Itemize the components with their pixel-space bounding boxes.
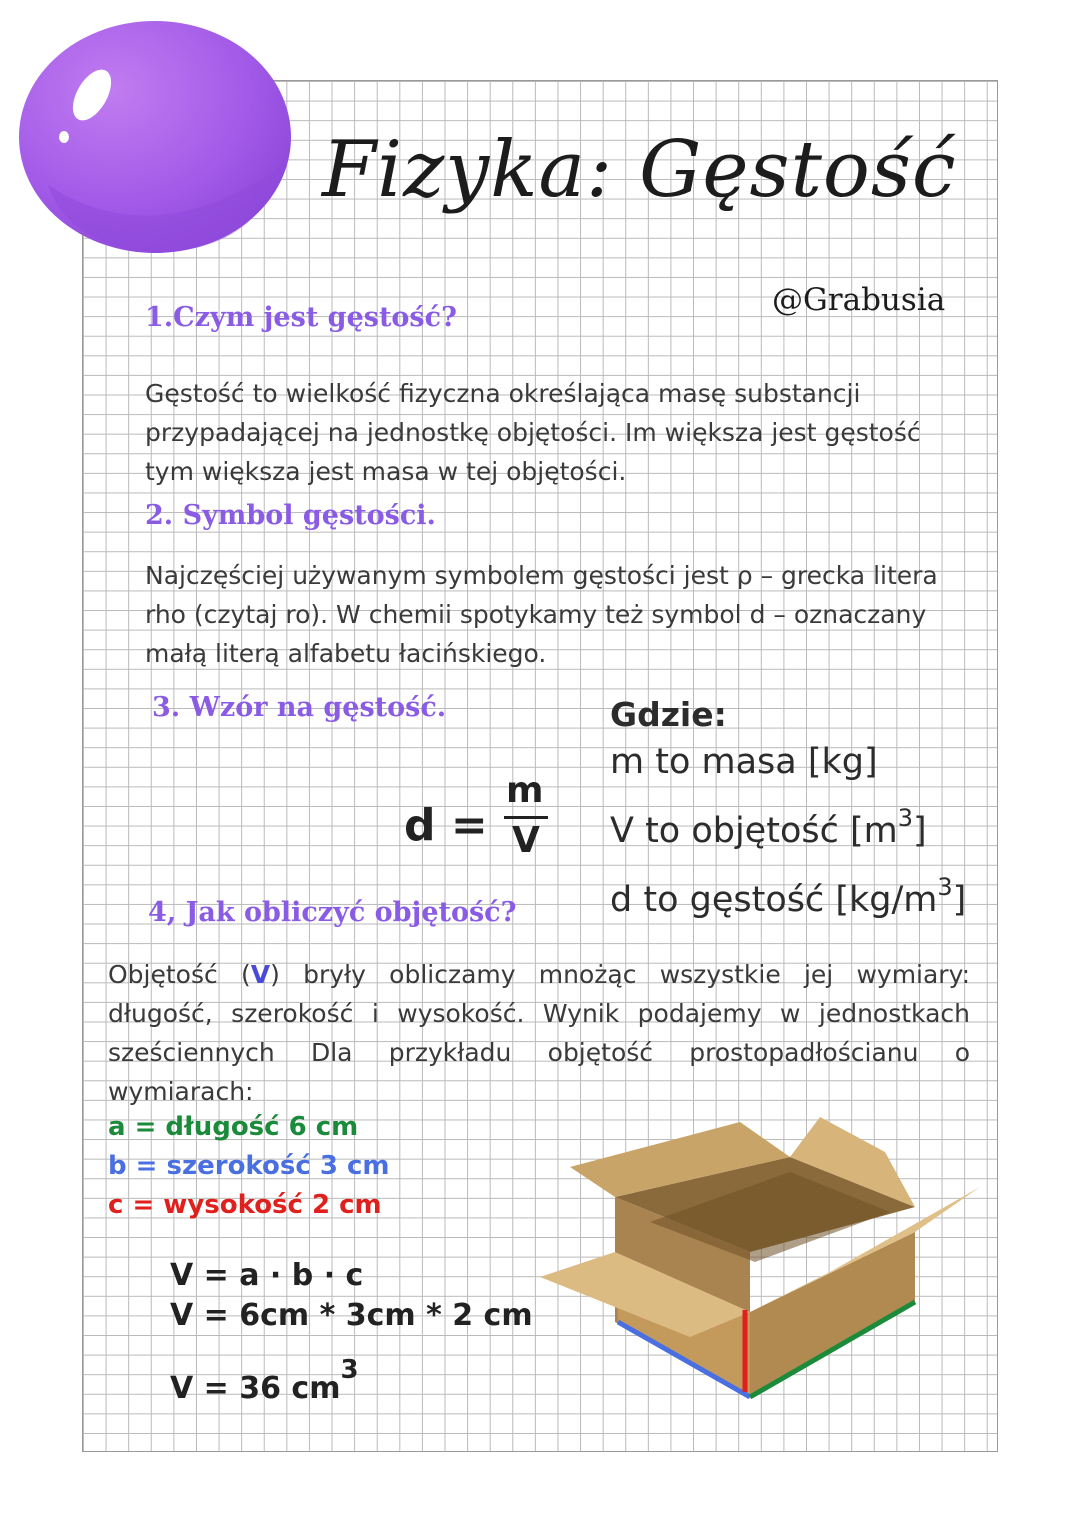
section2-text	[145, 556, 938, 673]
calc-line-result: V = 36 $cm^3$	[170, 1355, 359, 1406]
section4-text: Objętość (V) bryły obliczamy mnożąc wszystkie jej wymiary: długość, szerokość i wysokość. Wynik podajemy w jednostkach sześciennych Dla przykładu objętość prostopadłościanu o wymiarach:	[108, 960, 970, 1106]
section-heading-what-is-density: 1.Czym jest gęstość?	[145, 302, 457, 333]
calc-line-formula: V = a · b · c	[170, 1258, 364, 1293]
dimension-b: b = szerokość 3 cm	[108, 1151, 390, 1181]
fraction-bar	[504, 816, 548, 819]
formula-numerator: m	[506, 770, 544, 811]
formula-legend	[610, 695, 966, 928]
dimension-c: c = wysokość 2 cm	[108, 1190, 382, 1220]
section1-text	[145, 374, 921, 491]
author-handle: @Grabusia	[772, 282, 946, 318]
section-heading-density-formula: 3. Wzór na gęstość.	[152, 692, 447, 723]
legend-item-volume: V to objętość $[m^3]$	[610, 804, 927, 851]
legend-item-density: d to gęstość $[kg/m^3]$	[610, 873, 967, 920]
text-line: Najczęściej używanym symbolem gęstości jest ρ – grecka litera	[145, 561, 938, 590]
legend-label: Gdzie:	[610, 695, 727, 734]
text-line: tym większa jest masa w tej objętości.	[145, 457, 627, 486]
volume-symbol: V	[250, 960, 271, 989]
calc-line-substitution: V = 6cm * 3cm * 2 cm	[170, 1298, 533, 1333]
purple-sphere-decoration	[18, 15, 292, 255]
legend-item-mass: m to masa [kg]	[610, 742, 878, 782]
text-line: rho (czytaj ro). W chemii spotykamy też symbol d – oznaczany	[145, 600, 927, 629]
dimension-a: a = długość 6 cm	[108, 1112, 359, 1142]
formula-lhs: d =	[404, 800, 488, 851]
formula-denominator: V	[512, 820, 540, 861]
text-line: przypadającej na jednostkę objętości. Im większa jest gęstość	[145, 418, 921, 447]
section-heading-density-symbol: 2. Symbol gęstości.	[145, 500, 436, 531]
page-title: Fizyka: Gęstość	[322, 125, 957, 215]
text-line: Gęstość to wielkość fizyczna określająca masę substancji	[145, 379, 861, 408]
section-heading-volume-calc: 4, Jak obliczyć objętość?	[148, 897, 517, 928]
cardboard-box-illustration	[540, 1112, 990, 1402]
text-line: małą literą alfabetu łacińskiego.	[145, 639, 547, 668]
